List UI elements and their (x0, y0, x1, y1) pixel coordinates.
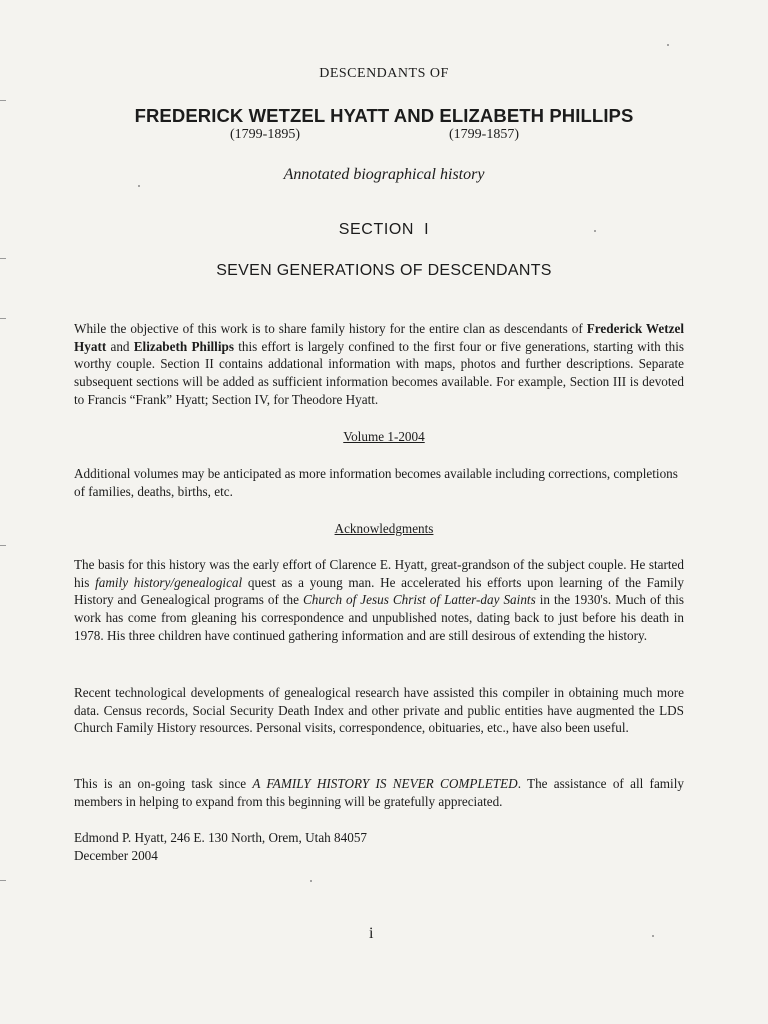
scan-speck (138, 185, 140, 187)
ack-text-1: The basis for this history was the early effort of Clarence E. Hyatt, great-grandson of the subject couple. He started his (74, 557, 684, 590)
scan-edge-mark (0, 258, 6, 259)
ack-italic-2: Church of Jesus Christ of Latter-day Saints (303, 592, 536, 608)
elizabeth-dates: (1799-1857) (449, 127, 519, 142)
acknowledgments-paragraph-2: Recent technological developments of genealogical research have assisted this compiler in obtaining much more data. Census records, Social Security Death Index and other private and public entities have augmented the LDS Church Family History resources. Personal visits, correspondence, obituaries, etc., have also been useful. (74, 685, 684, 736)
intro-text-1: While the objective of this work is to share family history for the entire clan as descendants of (74, 321, 587, 336)
intro-paragraph (74, 320, 684, 409)
intro-text-2: and (106, 338, 134, 354)
document-title: FREDERICK WETZEL HYATT AND ELIZABETH PHILLIPS (134, 105, 634, 126)
signature-address: Edmond P. Hyatt, 246 E. 130 North, Orem, Utah 84057 (74, 830, 368, 845)
frederick-dates: (1799-1895) (230, 127, 300, 142)
scan-edge-mark (0, 100, 6, 101)
volume-paragraph: Additional volumes may be anticipated as more information becomes available including corrections, completions of families, deaths, births, etc. (74, 466, 678, 499)
volume-heading: Volume 1-2004 (343, 429, 425, 444)
intro-bold-elizabeth: Elizabeth Phillips (133, 338, 234, 354)
signature-date: December 2004 (74, 847, 158, 863)
acknowledgments-heading: Acknowledgments (334, 521, 434, 536)
section-title: SEVEN GENERATIONS OF DESCENDANTS (216, 262, 552, 279)
kicker-heading: DESCENDANTS OF (319, 66, 449, 81)
ack-text-2: quest as a young man. He accelerated his efforts upon learning of the Family History and Genealogical programs of the (74, 574, 685, 608)
scan-edge-mark (0, 880, 6, 881)
intro-bold-frederick: Frederick Wetzel Hyatt (74, 321, 684, 354)
signature-block (74, 829, 367, 864)
document-subtitle: Annotated biographical history (283, 166, 485, 183)
ack-p3-text-2: . The assistance of all family members in helping to expand from this beginning will be gratefully appreciated. (74, 776, 684, 809)
scan-speck (667, 44, 669, 46)
ack-italic-1: family history/genealogical (95, 574, 243, 590)
scan-speck (652, 935, 654, 937)
acknowledgments-paragraph-1 (74, 556, 684, 645)
intro-text-3: this effort is largely confined to the first four or five generations, starting with this worthy couple. Section II contains addational information with maps, photos and further descriptions. Separate subsequent sections will be added as sufficient information becomes available. For example, Section III is devoted to Francis “Frank” Hyatt; Section IV, for Theodore Hyatt. (74, 338, 684, 407)
scan-edge-mark (0, 318, 6, 319)
scan-edge-mark (0, 545, 6, 546)
scan-speck (310, 880, 312, 882)
page-number: i (369, 925, 374, 942)
scan-speck (594, 230, 596, 232)
acknowledgments-paragraph-3 (74, 775, 684, 810)
ack-p3-italic: A FAMILY HISTORY IS NEVER COMPLETED (252, 776, 518, 791)
ack-text-3: in the 1930's. Much of this work has come from gleaning his correspondence and unpublished notes, dating back to just before his death in 1978. His three children have continued gathering information and are still desirous of extending the history. (74, 592, 684, 643)
ack-p3-text-1: This is an on-going task since (74, 776, 253, 791)
section-label: SECTION I (338, 221, 430, 238)
